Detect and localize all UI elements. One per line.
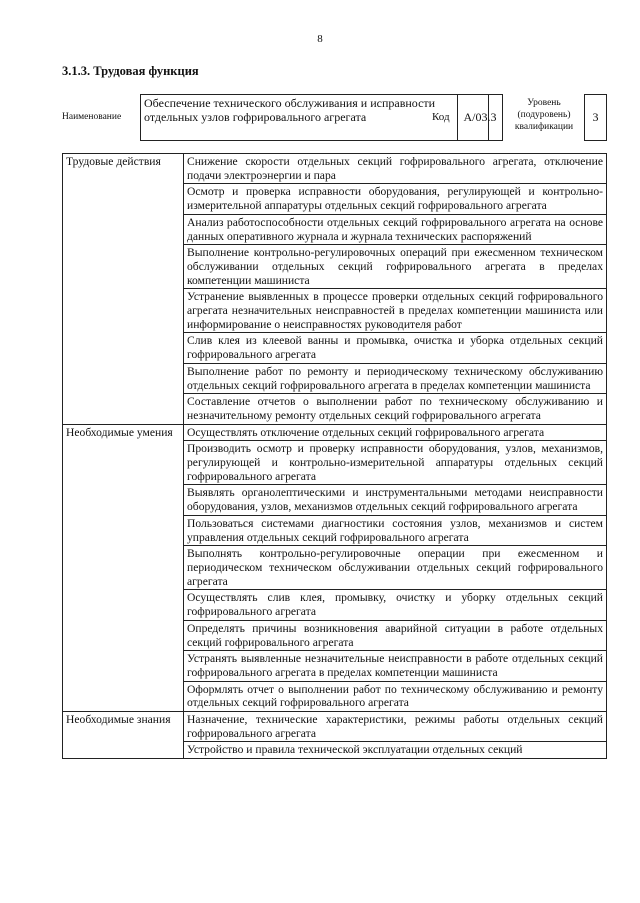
table-row	[63, 424, 607, 441]
table-row	[63, 154, 607, 184]
section-item: Снижение скорости отдельных секций гофрировального агрегата, отключение подачи электроэнергии и пара	[184, 154, 607, 184]
qualification-level-value: 3	[584, 94, 607, 141]
section-item: Определять причины возникновения аварийной ситуации в работе отдельных секций гофрировального агрегата	[184, 620, 607, 650]
name-value: Обеспечение технического обслуживания и исправности отдельных узлов гофрировального агрегата	[140, 94, 489, 141]
name-label: Наименование	[62, 112, 122, 122]
section-item: Производить осмотр и проверку исправности оборудования, узлов, механизмов, регулирующей и контрольно-измерительной аппаратуры отдельных секций гофрировального агрегата	[184, 441, 607, 485]
section-label: Необходимые знания	[63, 712, 184, 759]
section-item: Выполнять контрольно-регулировочные операции при ежесменном и периодическом техническом обслуживании отдельных секций гофрировального агрегата	[184, 546, 607, 590]
qualification-level-label: Уровень (подуровень) квалификации	[514, 98, 574, 132]
section-item: Выполнение контрольно-регулировочных операций при ежесменном техническом обслуживании отдельных секций гофрировального агрегата в пределах компетенции машиниста	[184, 245, 607, 289]
section-item: Составление отчетов о выполнении работ по техническому обслуживанию и незначительному ремонту отдельных секций гофрировального агрегата	[184, 394, 607, 424]
section-item: Устранение выявленных в процессе проверки отдельных секций гофрировального агрегата незначительных неисправностей в пределах компетенции машиниста или информирование о неисправностях руководителя работ	[184, 289, 607, 333]
function-table	[62, 153, 607, 759]
table-row	[63, 712, 607, 742]
section-title: 3.1.3. Трудовая функция	[62, 64, 199, 78]
section-item: Осуществлять слив клея, промывку, очистку и уборку отдельных секций гофрировального агрегата	[184, 590, 607, 620]
code-label: Код	[432, 111, 450, 123]
function-header	[62, 94, 607, 142]
section-item: Пользоваться системами диагностики состояния узлов, механизмов и систем управления отдельных секций гофрировального агрегата	[184, 515, 607, 545]
code-value: A/03.3	[457, 94, 503, 141]
section-item: Анализ работоспособности отдельных секций гофрировального агрегата на основе данных оперативного журнала и журнала технических распоряжений	[184, 214, 607, 244]
section-item: Назначение, технические характеристики, режимы работы отдельных секций гофрировального агрегата	[184, 712, 607, 742]
section-item: Осуществлять отключение отдельных секций гофрировального агрегата	[184, 424, 607, 441]
section-item: Устройство и правила технической эксплуатации отдельных секций	[184, 742, 607, 759]
section-item: Устранять выявленные незначительные неисправности в работе отдельных секций гофрировального агрегата в пределах компетенции машиниста	[184, 651, 607, 681]
section-item: Выявлять органолептическими и инструментальными методами неисправности оборудования, узлов, механизмов отдельных секций гофрировального агрегата	[184, 485, 607, 515]
section-item: Слив клея из клеевой ванны и промывка, очистка и уборка отдельных секций гофрировального агрегата	[184, 333, 607, 363]
section-item: Осмотр и проверка исправности оборудования, регулирующей и контрольно-измерительной аппаратуры отдельных секций гофрировального агрегата	[184, 184, 607, 214]
section-item: Выполнение работ по ремонту и периодическому техническому обслуживанию отдельных секций гофрировального агрегата в пределах компетенции машиниста	[184, 363, 607, 393]
section-item: Оформлять отчет о выполнении работ по техническому обслуживанию и ремонту отдельных секций гофрировального агрегата	[184, 681, 607, 711]
section-label: Необходимые умения	[63, 424, 184, 711]
section-label: Трудовые действия	[63, 154, 184, 425]
page-number: 8	[317, 33, 323, 45]
